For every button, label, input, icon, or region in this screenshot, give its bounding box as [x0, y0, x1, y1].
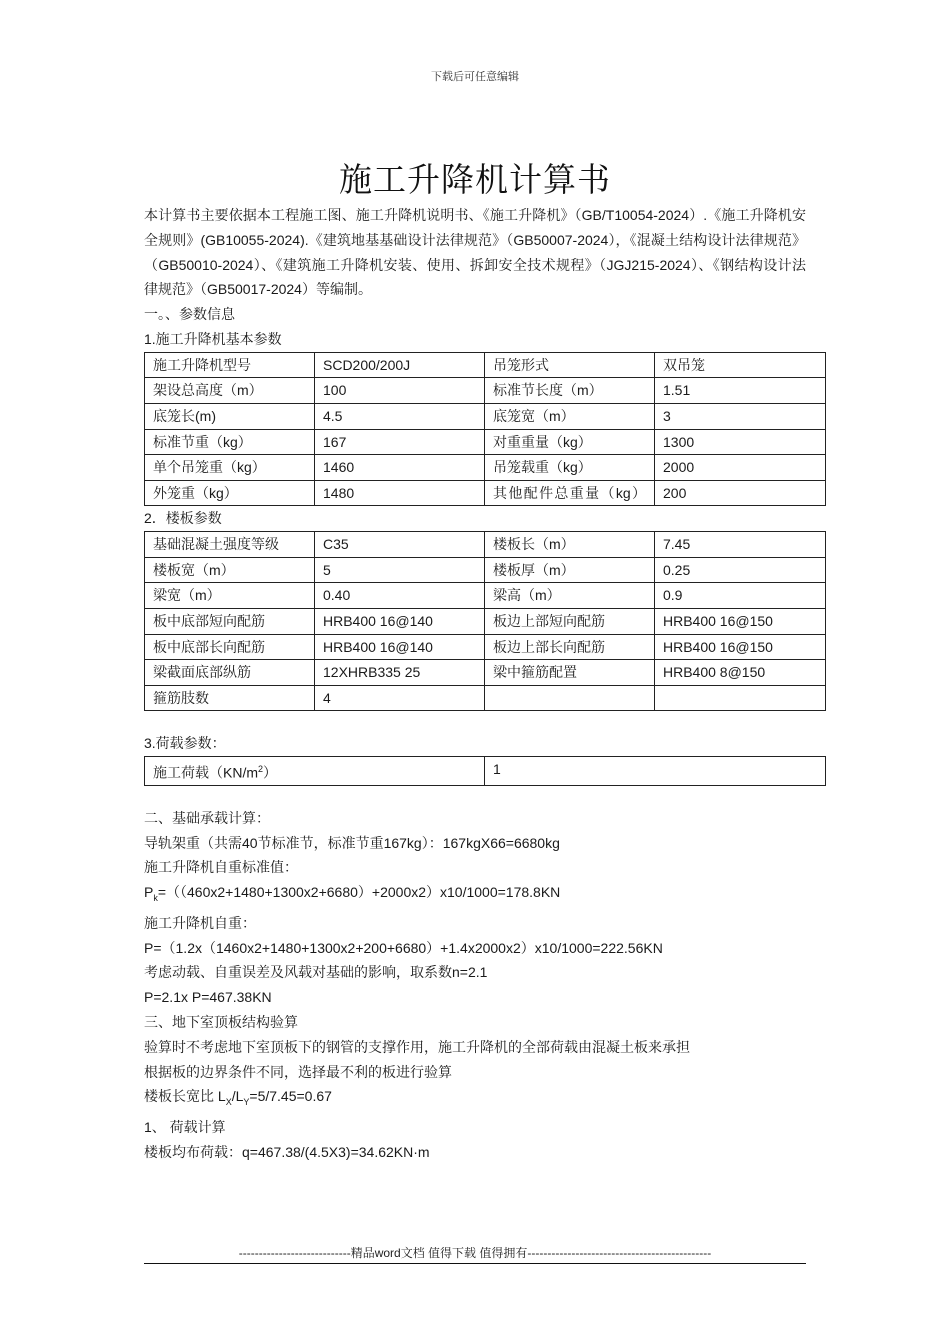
- table-cell: 1480: [315, 480, 485, 506]
- page-title: 施工升降机计算书: [339, 160, 611, 199]
- table-cell: 167: [315, 429, 485, 455]
- load-params-table: [144, 756, 826, 786]
- check-load-heading: 1、 荷载计算: [144, 1118, 226, 1135]
- section-heading-foundation: 二、基础承载计算：: [144, 809, 270, 826]
- intro-paragraph: 本计算书主要依据本工程施工图、施工升降机说明书、《施工升降机》（GB/T10054-2024）.《施工升降机安全规则》(GB10055-2024).《建筑地基基础设计法律规范》（GB50007-2024），《混凝土结构设计法律规范》（GB50010-2024）、《建筑施工升降机安装、使用、拆卸安全技术规程》（JGJ215-2024）、《钢结构设计法律规范》（GB50017-2024）等编制。: [144, 207, 806, 298]
- document-body: [144, 203, 806, 1165]
- elevator-params-table: [144, 352, 826, 507]
- table-cell: 7.45: [655, 532, 826, 558]
- table-cell: HRB400 16@150: [655, 634, 826, 660]
- check-line-1: 验算时不考虑地下室顶板下的钢管的支撑作用，施工升降机的全部荷载由混凝土板来承担: [144, 1038, 690, 1055]
- table-cell: 0.25: [655, 557, 826, 583]
- table-cell: 板边上部短向配筋: [485, 608, 655, 634]
- table-cell: HRB400 16@140: [315, 608, 485, 634]
- table-cell: 梁截面底部纵筋: [145, 660, 315, 686]
- table-cell: 对重重量（kg）: [485, 429, 655, 455]
- table-cell: 楼板宽（m）: [145, 557, 315, 583]
- table-cell: 楼板厚（m）: [485, 557, 655, 583]
- table-cell: [485, 685, 655, 711]
- footer-divider: [144, 1263, 806, 1264]
- table-cell: SCD200/200J: [315, 352, 485, 378]
- table-cell: 梁中箍筋配置: [485, 660, 655, 686]
- table-cell: 底笼宽（m）: [485, 403, 655, 429]
- table-cell: 1300: [655, 429, 826, 455]
- calc-self-label: 施工升降机自重：: [144, 914, 256, 931]
- table-row: [145, 660, 826, 686]
- table-cell: HRB400 16@150: [655, 608, 826, 634]
- table-cell: 1: [485, 757, 826, 786]
- calc-p-formula: P=（1.2x（1460x2+1480+1300x2+200+6680）+1.4x2000x2）x10/1000=222.56KN: [144, 939, 663, 956]
- subheading-floor-params: 2．楼板参数: [144, 510, 222, 527]
- table-cell: 架设总高度（m）: [145, 378, 315, 404]
- table-row: [145, 429, 826, 455]
- check-ratio: 楼板长宽比 $L_X/L_Y=5/7.45=0.67$: [144, 1088, 332, 1108]
- table-row: [145, 532, 826, 558]
- calc-pk-formula: $P_k=((460x2+1480+1300x2+6680)+2000x2)x10/1000=178.8KN$: [144, 884, 561, 903]
- table-row: [145, 403, 826, 429]
- table-cell: 标准节长度（m）: [485, 378, 655, 404]
- table-cell: 200: [655, 480, 826, 506]
- table-cell: 吊笼形式: [485, 352, 655, 378]
- table-cell: 板边上部长向配筋: [485, 634, 655, 660]
- subheading-elevator-params: 1.施工升降机基本参数: [144, 330, 282, 347]
- table-row: [145, 757, 826, 786]
- table-cell: 3: [655, 403, 826, 429]
- table-cell: HRB400 8@150: [655, 660, 826, 686]
- table-row: [145, 557, 826, 583]
- table-row: [145, 352, 826, 378]
- calc-factor-note: 考虑动载、自重误差及风载对基础的影响，取系数n=2.1: [144, 964, 488, 981]
- section-heading-params: 一。、参数信息: [144, 306, 235, 323]
- table-cell: 12XHRB335 25: [315, 660, 485, 686]
- check-load-line: 楼板均布荷载：q=467.38/(4.5X3)=34.62KN·m: [144, 1143, 430, 1160]
- table-cell: 4: [315, 685, 485, 711]
- section-heading-slab-check: 三、地下室顶板结构验算: [144, 1013, 298, 1030]
- table-cell: 1.51: [655, 378, 826, 404]
- table-row: [145, 455, 826, 481]
- table-cell: 板中底部长向配筋: [145, 634, 315, 660]
- table-cell: 2000: [655, 455, 826, 481]
- table-cell: 100: [315, 378, 485, 404]
- table-cell: 基础混凝土强度等级: [145, 532, 315, 558]
- calc-rail-weight: 导轨架重（共需40节标准节，标准节重167kg）：167kgX66=6680kg: [144, 834, 560, 851]
- table-cell: 施工荷载$(KN/m^2)$: [145, 757, 485, 786]
- calc-self-std-label: 施工升降机自重标准值：: [144, 859, 298, 876]
- table-cell: 箍筋肢数: [145, 685, 315, 711]
- table-cell: 4.5: [315, 403, 485, 429]
- table-cell: 单个吊笼重（kg）: [145, 455, 315, 481]
- check-line-2: 根据板的边界条件不同，选择最不利的板进行验算: [144, 1063, 452, 1080]
- table-cell: 1460: [315, 455, 485, 481]
- table-cell: 双吊笼: [655, 352, 826, 378]
- table-cell: 0.40: [315, 583, 485, 609]
- floor-params-table: [144, 531, 826, 711]
- table-cell: 标准节重（kg）: [145, 429, 315, 455]
- table-cell: 吊笼载重（kg）: [485, 455, 655, 481]
- table-row: [145, 685, 826, 711]
- table-cell: 板中底部短向配筋: [145, 608, 315, 634]
- subheading-load-params: 3.荷载参数：: [144, 735, 226, 752]
- table-cell: 外笼重（kg）: [145, 480, 315, 506]
- table-row: [145, 480, 826, 506]
- table-cell: 施工升降机型号: [145, 352, 315, 378]
- table-cell: 梁宽（m）: [145, 583, 315, 609]
- footer-note: ----------------------------精品word文档 值得下载 值得拥有----------------------------------------------: [238, 1246, 712, 1260]
- table-cell: 梁高（m）: [485, 583, 655, 609]
- table-cell: 其他配件总重量（kg）: [485, 480, 655, 506]
- table-row: [145, 608, 826, 634]
- table-row: [145, 583, 826, 609]
- table-cell: [655, 685, 826, 711]
- table-row: [145, 378, 826, 404]
- table-cell: 5: [315, 557, 485, 583]
- table-cell: 底笼长(m): [145, 403, 315, 429]
- calc-p-final: P=2.1x P=467.38KN: [144, 989, 272, 1006]
- table-cell: 0.9: [655, 583, 826, 609]
- table-row: [145, 634, 826, 660]
- table-cell: 楼板长（m）: [485, 532, 655, 558]
- table-cell: HRB400 16@140: [315, 634, 485, 660]
- header-note: 下载后可任意编辑: [431, 71, 519, 83]
- table-cell: C35: [315, 532, 485, 558]
